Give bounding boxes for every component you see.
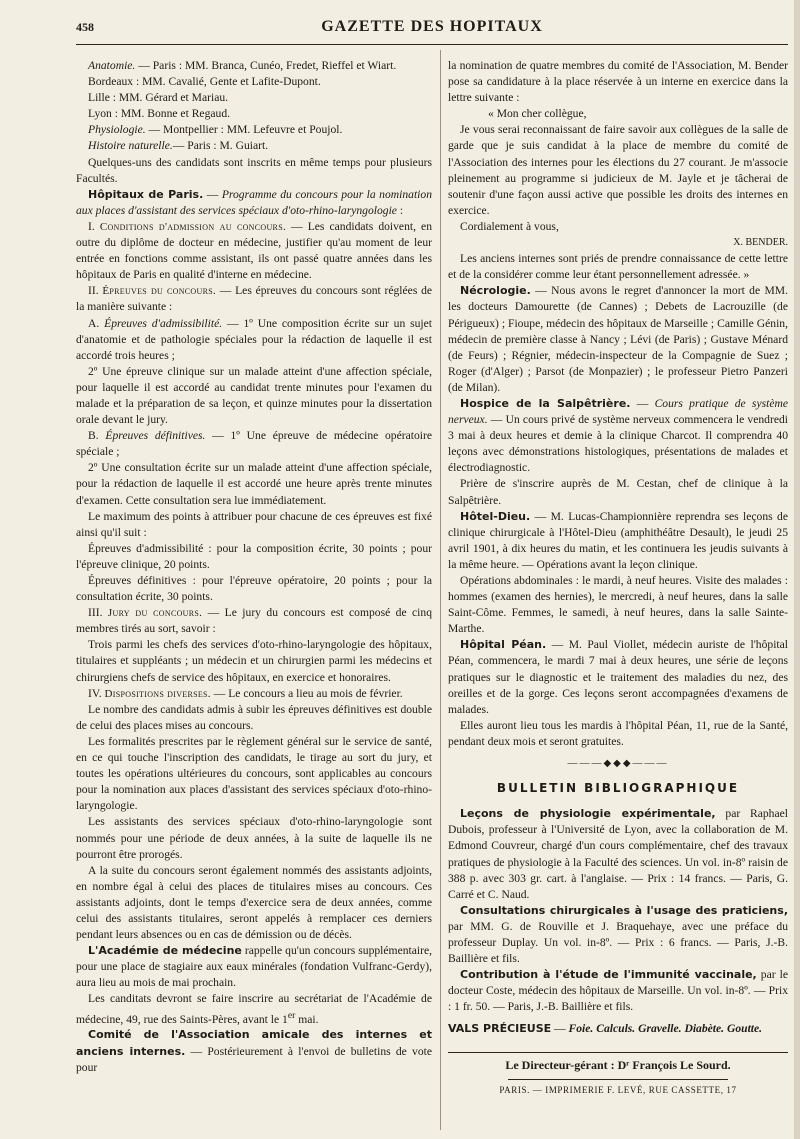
section-ornament: ———◆◆◆——— (567, 758, 669, 770)
conditions-section: I. Conditions d'admission au concours. — Les candidats doivent, en outre du diplôme de docteur en médecine, justifier qu'au moment de leur entrée en fonctions comme assistant, ils ont passé quatre années dans les hôpitaux de Paris en qualité d'interne en médecine. (76, 219, 432, 282)
letter-body: Je vous serai reconnaissant de faire savoir aux collègues de la salle de garde que je suis candidat à la place de membre du comité de l'Association des internes pour les élections du 27 courant. Je m'associe pleinement au programme si judicieux de M. Jayle et je tâcherai de soutenir d'une façon aussi active que possible les droits des internes en exercice. (448, 123, 788, 217)
column-divider (440, 50, 441, 1130)
comite-heading: Comité de l'Association amicale des internes et anciens internes. — Postérieurement à l'envoi de bulletins de vote pour (76, 1028, 432, 1074)
hopital-pean-heading: Hôpital Péan. — M. Paul Viollet, médecin auriste de l'hôpital Péan, commencera, le mardi 7 mai à deux heures, une série de leçons pratiques sur le diagnostic et le traitement des maladies du nez, des oreilles et de la gorge. Ces leçons seront accompagnées d'examens de malades. (448, 638, 788, 716)
assistants-periode: Les assistants des services spéciaux d'oto-rhino-laryngologie sont nommés pour une période de deux années, à la suite de laquelle ils ne pourront être prorogés. (76, 815, 432, 861)
points-admissibilite: Épreuves d'admissibilité : pour la composition écrite, 30 points ; pour l'épreuve clinique, 20 points. (76, 541, 432, 571)
letter-signature: X. BENDER. (733, 237, 788, 249)
physiologie-entry: Physiologie. — Montpellier : MM. Lefeuvre et Poujol. (88, 123, 343, 137)
admissibilite-paragraph: A. Épreuves d'admissibilité. — 1º Une composition écrite sur un sujet d'anatomie et de pathologie spéciales pour la rédaction de laquelle il est accordé trois heures ; (76, 316, 433, 362)
page-edge (794, 0, 800, 1139)
necrologie-heading: Nécrologie. — Nous avons le regret d'annoncer la mort de MM. les docteurs Damourette (de Cannes) ; Debets de Lacrouzille (de Périgueux) ; Fioupe, médecin des hôpitaux de Marseille ; Camille Génin, médecin de première classe à Nancy ; Lévi (de Paris) ; Gustave Ménard (de Feurs) ; Régnier, médecin-inspecteur de la Compagnie de Suez ; Roger (d'Alger) ; Parsot (de Monpazier) ; le professeur Pietro Panzeri (de Milan). (448, 284, 788, 394)
letter-closing: Cordialement à vous, (460, 219, 559, 233)
anciens-internes-note: Les anciens internes sont priés de prendre connaissance de cette lettre et de la considérer comme leur étant personnellement adressée. » (448, 252, 788, 282)
lyon-entry: Lyon : MM. Bonne et Regaud. (88, 107, 231, 121)
hopitaux-paris-heading: Hôpitaux de Paris. — Programme du concours pour la nomination aux places d'assistant des services spéciaux d'oto-rhino-laryngologie : (76, 187, 432, 217)
operations-paragraph: Opérations abdominales : le mardi, à neuf heures. Visite des malades : hommes (examen des hernies), le mercredi, à neuf heures, dans la salle Saint-Côme. Femmes, le samedi, à neuf heures, dans la salle Sainte-Marthe. (448, 574, 788, 636)
nombre-candidats: Le nombre des candidats admis à subir les épreuves définitives est double de celui des places mises au concours. (76, 702, 432, 732)
salpetriere-heading: Hospice de la Salpêtrière. — Cours pratique de système nerveux. — Un cours privé de système nerveux commencera le vendredi 3 mai à deux heures et demie à la clinique Charcot. Il comprendra 40 leçons avec démonstrations histologiques, présentations de malades et électrodiagnostic. (448, 396, 788, 475)
page-number: 458 (76, 20, 94, 34)
right-column (448, 58, 788, 1098)
epreuves-section: II. Épreuves du concours. — Les épreuves du concours sont réglées de la manière suivante : (76, 284, 433, 314)
letter-salutation: « Mon cher collègue, (488, 107, 587, 121)
pean-schedule: Elles auront lieu tous les mardis à l'hôpital Péan, 11, rue de la Santé, pendant deux mois et seront gratuites. (448, 718, 788, 748)
directeur-gerant: Le Directeur-gérant : Dʳ François Le Sourd. (505, 1057, 731, 1072)
histoire-naturelle-entry: Histoire naturelle.— Paris : M. Guiart. (88, 139, 269, 153)
jury-section: III. Jury du concours. — Le jury du concours est composé de cinq membres tirés au sort, savoir : (76, 606, 432, 636)
biblio-consultations: Consultations chirurgicales à l'usage des praticiens, par MM. G. de Rouville et J. Braquehaye, avec une préface du professeur Duplay. Un vol. in-8º. — Prix : 6 francs. — Paris, J.-B. Baillière et fils. (448, 903, 788, 966)
candidates-note: Quelques-uns des candidats sont inscrits en même temps pour plusieurs Facultés. (76, 155, 432, 185)
dispositions-section: IV. Dispositions diverses. — Le concours a lieu au mois de février. (88, 686, 403, 700)
points-definitives: Épreuves définitives : pour l'épreuve opératoire, 20 points ; pour la consultation écrite, 30 points. (76, 574, 432, 604)
page-title: GAZETTE DES HOPITAUX (321, 18, 543, 35)
bender-intro: la nomination de quatre membres du comité de l'Association, M. Bender pose sa candidature à la place réservée à un interne en exercice dans la lettre suivante : (448, 59, 788, 105)
bordeaux-entry: Bordeaux : MM. Cavalié, Gente et Lafite-Dupont. (88, 75, 321, 89)
anatomie-entry: Anatomie. — Paris : MM. Branca, Cunéo, Fredet, Rieffel et Wiart. (88, 59, 397, 72)
formalites-paragraph: Les formalités prescrites par le règlement général sur le service de santé, en ce qui touche l'inscription des candidats, le tirage au sort du jury, et toutes les opérations ultérieures du concours, sont applicables au concours pour la nomination aux places d'assistant des services spéciaux d'oto-rhino-laryngologie. (76, 734, 432, 813)
jury-members: Trois parmi les chefs des services d'oto-rhino-laryngologie des hôpitaux, titulaires et suppléants ; un médecin et un chirurgien parmi les médecins et chirurgiens chefs de service des hôpitaux, en exercice et honoraires. (76, 638, 432, 684)
clinique-paragraph: 2º Une épreuve clinique sur un malade atteint d'une affection spéciale, pour laquelle il est accordé au candidat trente minutes pour l'examen du malade et la préparation de sa leçon, et quinze minutes pour la dissertation orale devant le jury. (76, 364, 432, 427)
footer-rule-bottom (508, 1079, 728, 1080)
salpetriere-inscription: Prière de s'inscrire auprès de M. Cestan, chef de clinique à la Salpêtrière. (448, 477, 788, 507)
biblio-physiologie: Leçons de physiologie expérimentale, par Raphael Dubois, professeur à l'Université de Lyon, avec la collaboration de M. Edmond Couvreur, chargé d'un cours complémentaire, chef des travaux pratiques de physiologie à la Faculté des sciences. Un vol. in-8º raisin de 388 p. avec 303 gr. cart. à l'anglaise. — Prix : 14 francs. — Paris, G. Carré et C. Naud. (448, 807, 788, 901)
page-header (76, 16, 788, 45)
vals-advert: VALS PRÉCIEUSE — Foie. Calculs. Gravelle. Diabète. Goutte. (448, 1022, 763, 1036)
footer-rule (448, 1052, 788, 1053)
assistants-adjoints: A la suite du concours seront également nommés des assistants adjoints, en nombre égal à celui des places de titulaires mises au concours. Ces assistants adjoints, dont le temps d'exercice sera de deux années, comme celui des assistants titulaires, seront appelés à remplacer ces derniers pendant leurs absences ou en cas de démission ou de décès. (76, 863, 432, 942)
imprimerie-line: PARIS. — IMPRIMERIE F. LEVÉ, RUE CASSETTE, 17 (499, 1084, 737, 1095)
maximum-paragraph: Le maximum des points à attribuer pour chacune de ces épreuves est fixé ainsi qu'il suit : (76, 509, 432, 539)
bulletin-title: BULLETIN BIBLIOGRAPHIQUE (496, 781, 740, 796)
consultation-paragraph: 2º Une consultation écrite sur un malade atteint d'une affection spéciale, pour la rédaction de laquelle il est accordé une heure après trente minutes d'examen. Cette consultation sera lue immédiatement. (76, 461, 432, 507)
biblio-immunite: Contribution à l'étude de l'immunité vaccinale, par le docteur Coste, médecin des hôpitaux de Marseille. Un vol. in-8º. — Prix : 1 fr. 50. — Paris, J.-B. Baillière et fils. (448, 968, 788, 1014)
definitives-paragraph: B. Épreuves définitives. — 1º Une épreuve de médecine opératoire spéciale ; (76, 429, 433, 459)
left-column (76, 58, 432, 1076)
inscription-paragraph: Les canditats devront se faire inscrire au secrétariat de l'Académie de médecine, 49, rue des Saints-Pères, avant le 1er mai. (76, 992, 432, 1026)
hotel-dieu-heading: Hôtel-Dieu. — M. Lucas-Championnière reprendra ses leçons de clinique chirurgicale à l'Hôtel-Dieu (amphithéâtre Desault), le jeudi 25 avril 1901, à dix heures du matin, et les continuera les jeudis suivants à la même heure. — Opérations avant la leçon clinique. (448, 509, 788, 571)
lille-entry: Lille : MM. Gérard et Mariau. (88, 91, 229, 105)
academie-heading: L'Académie de médecine rappelle qu'un concours supplémentaire, pour une place de stagiaire aux eaux minérales (fondation Vulfranc-Gerdy), aura lieu au mois de mai prochain. (76, 944, 432, 990)
